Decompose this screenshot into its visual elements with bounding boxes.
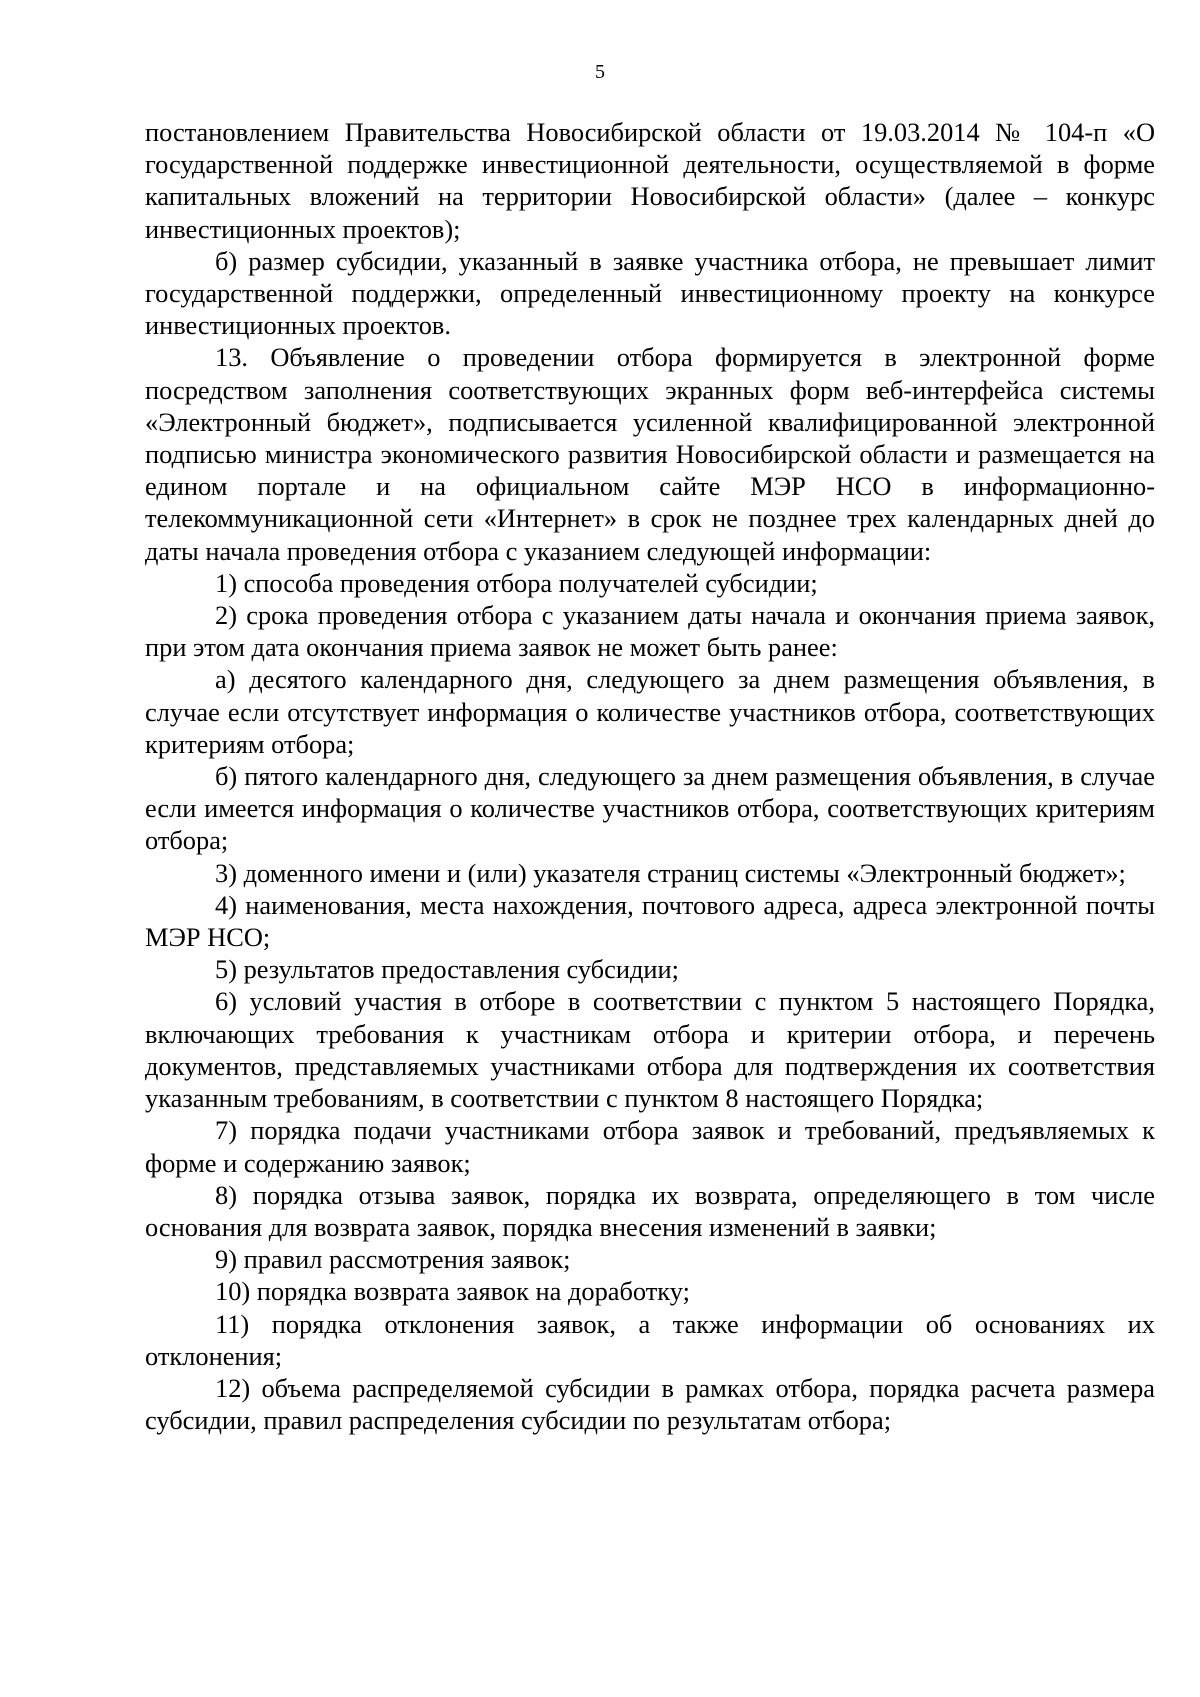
page-number: 5 [595, 61, 605, 83]
paragraph: 13. Объявление о проведении отбора формируется в электронной форме посредством заполнения соответствующих экранных форм веб-интерфейса системы «Электронный бюджет», подписывается усиленной квалифицированной электронной подписью министра экономического развития Новосибирской области и размещается на едином портале и на официальном сайте МЭР НСО в информационно-телекоммуникационной сети «Интернет» в срок не позднее трех календарных дней до даты начала проведения отбора с указанием следующей информации: [145, 342, 1155, 566]
paragraph: 3) доменного имени и (или) указателя страниц системы «Электронный бюджет»; [215, 857, 1126, 888]
paragraph: а) десятого календарного дня, следующего за днем размещения объявления, в случае если отсутствует информация о количестве участников отбора, соответствующих критериям отбора; [145, 664, 1155, 759]
paragraph: 9) правил рассмотрения заявок; [215, 1244, 571, 1275]
document-body [145, 116, 1155, 1436]
paragraph: 2) срока проведения отбора с указанием даты начала и окончания приема заявок, при этом дата окончания приема заявок не может быть ранее: [145, 600, 1155, 663]
paragraph: 12) объема распределяемой субсидии в рамках отбора, порядка расчета размера субсидии, правил распределения субсидии по результатам отбора; [145, 1372, 1155, 1436]
paragraph: 5) результатов предоставления субсидии; [215, 954, 679, 985]
paragraph: 1) способа проведения отбора получателей субсидии; [215, 567, 818, 598]
paragraph: постановлением Правительства Новосибирской области от 19.03.2014 № 104-п «О государственной поддержке инвестиционной деятельности, осуществляемой в форме капитальных вложений на территории Новосибирской области» (далее – конкурс инвестиционных проектов); [145, 117, 1155, 244]
paragraph: 11) порядка отклонения заявок, а также информации об основаниях их отклонения; [145, 1308, 1155, 1371]
paragraph: б) размер субсидии, указанный в заявке участника отбора, не превышает лимит государственной поддержки, определенный инвестиционному проекту на конкурсе инвестиционных проектов. [145, 245, 1155, 341]
paragraph: 7) порядка подачи участниками отбора заявок и требований, предъявляемых к форме и содержанию заявок; [145, 1115, 1155, 1178]
paragraph: б) пятого календарного дня, следующего за днем размещения объявления, в случае если имеется информация о количестве участников отбора, соответствующих критериям отбора; [145, 761, 1155, 856]
paragraph: 8) порядка отзыва заявок, порядка их возврата, определяющего в том числе основания для возврата заявок, порядка внесения изменений в заявки; [145, 1179, 1155, 1242]
paragraph: 6) условий участия в отборе в соответствии с пунктом 5 настоящего Порядка, включающих требования к участникам отбора и критерии отбора, и перечень документов, представляемых участниками отбора для подтверждения их соответствия указанным требованиям, в соответствии с пунктом 8 настоящего Порядка; [145, 986, 1155, 1114]
paragraph: 4) наименования, места нахождения, почтового адреса, адреса электронной почты МЭР НСО; [145, 889, 1155, 953]
paragraph: 10) порядка возврата заявок на доработку; [215, 1276, 690, 1307]
